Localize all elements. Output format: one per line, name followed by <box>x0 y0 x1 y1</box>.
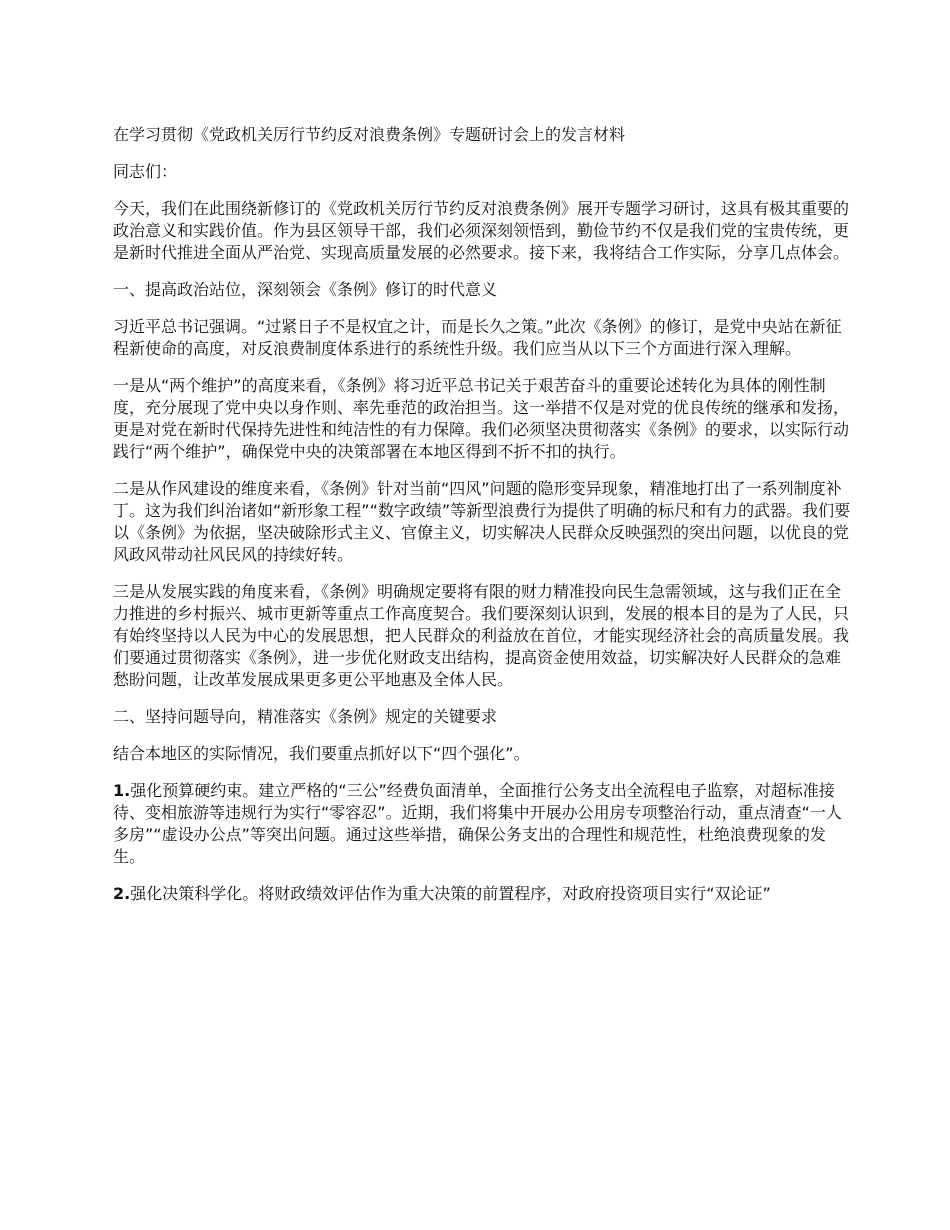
list-item-1 <box>113 780 853 868</box>
document-title: 在学习贯彻《党政机关厉行节约反对浪费条例》专题研讨会上的发言材料 <box>113 125 626 144</box>
section-1-paragraph-4: 三是从发展实践的角度来看，《条例》明确规定要将有限的财力精准投向民生急需领域，这与我们正在全力推进的乡村振兴、城市更新等重点工作高度契合。我们要深刻认识到，发展的根本目的是为了人民，只有始终坚持以人民为中心的发展思想，把人民群众的利益放在首位，才能实现经济社会的高质量发展。我们要通过贯彻落实《条例》，进一步优化财政支出结构，提高资金使用效益，切实解决好人民群众的急难愁盼问题，让改革发展成果更多更公平地惠及全体人民。 <box>113 582 850 689</box>
list-item-2 <box>113 883 853 905</box>
list-item-1-number: 1. <box>113 781 131 800</box>
section-1-paragraph-3: 二是从作风建设的维度来看，《条例》针对当前“四风”问题的隐形变异现象，精准地打出了一系列制度补丁。这为我们纠治诸如“新形象工程”“数字政绩”等新型浪费行为提供了明确的标尺和有力的武器。我们要以《条例》为依据，坚决破除形式主义、官僚主义，切实解决人民群众反映强烈的突出问题，以优良的党风政风带动社风民风的持续好转。 <box>113 479 851 564</box>
section-2-paragraph-1: 结合本地区的实际情况，我们要重点抓好以下“四个强化”。 <box>113 744 530 763</box>
intro-paragraph: 今天，我们在此围绕新修订的《党政机关厉行节约反对浪费条例》展开专题学习研讨，这具有极其重要的政治意义和实践价值。作为县区领导干部，我们必须深刻领悟到，勤俭节约不仅是我们党的宝贵传统，更是新时代推进全面从严治党、实现高质量发展的必然要求。接下来，我将结合工作实际，分享几点体会。 <box>113 199 850 262</box>
document-body <box>113 124 853 920</box>
list-item-2-number: 2. <box>113 884 131 903</box>
section-1-heading: 一、提高政治站位，深刻领会《条例》修订的时代意义 <box>113 280 498 299</box>
salutation: 同志们： <box>113 162 178 181</box>
section-1-paragraph-2: 一是从“两个维护”的高度来看，《条例》将习近平总书记关于艰苦奋斗的重要论述转化为具体的刚性制度，充分展现了党中央以身作则、率先垂范的政治担当。这一举措不仅是对党的优良传统的继承和发扬，更是对党在新时代保持先进性和纯洁性的有力保障。我们必须坚决贯彻落实《条例》的要求，以实际行动践行“两个维护”，确保党中央的决策部署在本地区得到不折不扣的执行。 <box>113 376 850 461</box>
section-1-paragraph-1: 习近平总书记强调。“过紧日子不是权宜之计，而是长久之策。”此次《条例》的修订，是党中央站在新征程新使命的高度，对反浪费制度体系进行的系统性升级。我们应当从以下三个方面进行深入理解。 <box>113 317 842 358</box>
section-2-heading: 二、坚持问题导向，精准落实《条例》规定的关键要求 <box>113 707 498 726</box>
list-item-2-text: 强化决策科学化。将财政绩效评估作为重大决策的前置程序，对政府投资项目实行“双论证” <box>130 884 771 903</box>
list-item-1-text: 强化预算硬约束。建立严格的“三公”经费负面清单，全面推行公务支出全流程电子监察，对超标准接待、变相旅游等违规行为实行“零容忍”。近期，我们将集中开展办公用房专项整治行动，重点清查“一人多房”“虚设办公点”等突出问题。通过这些举措，确保公务支出的合理性和规范性，杜绝浪费现象的发生。 <box>113 781 842 866</box>
